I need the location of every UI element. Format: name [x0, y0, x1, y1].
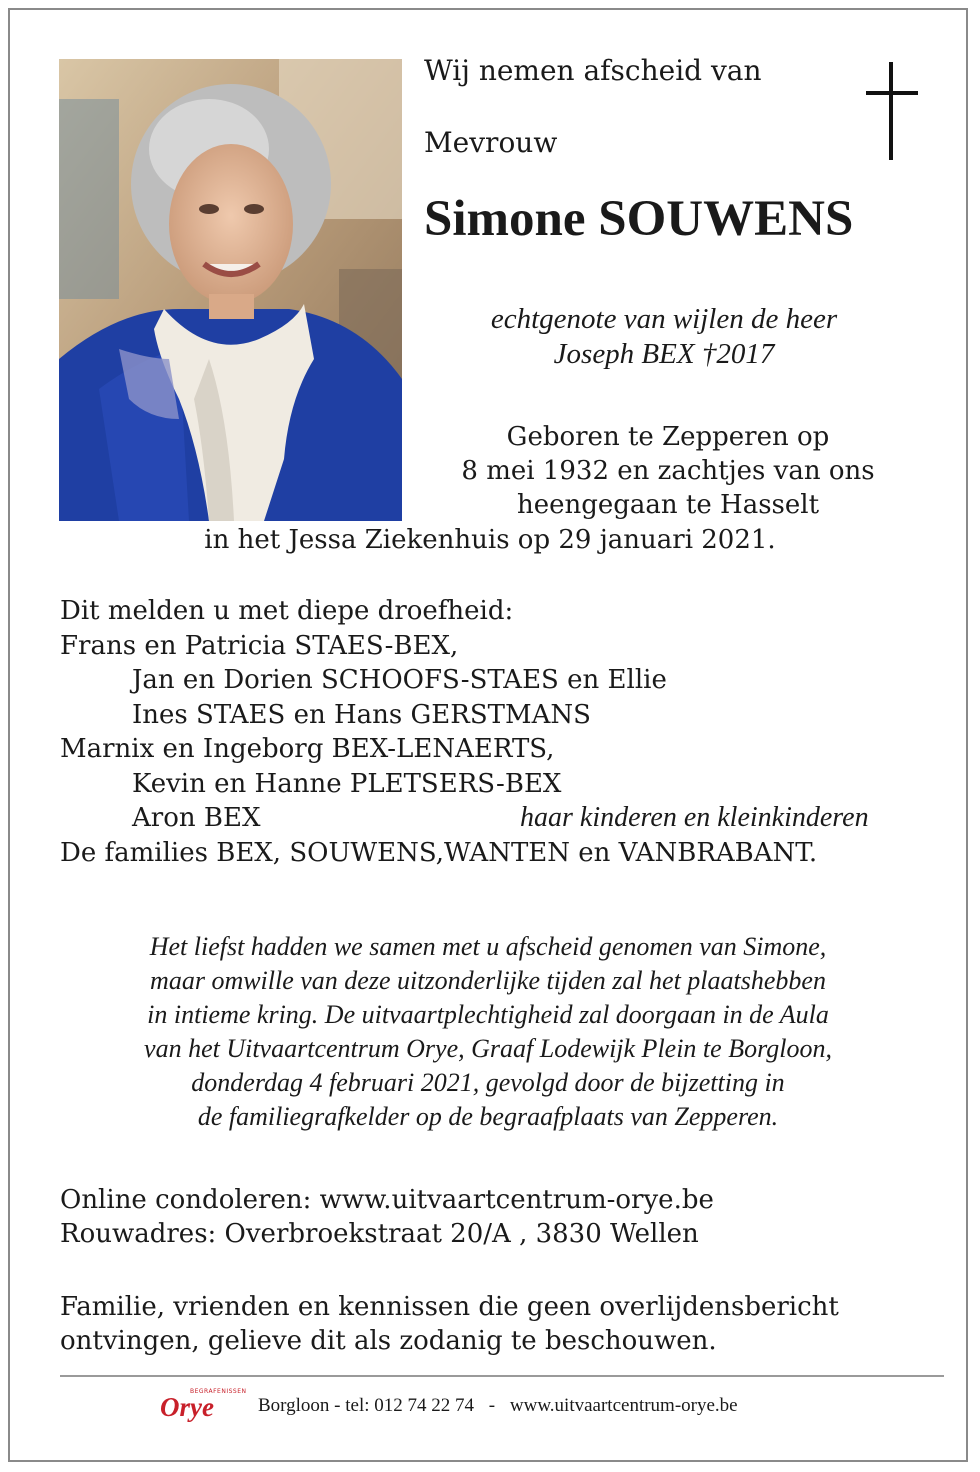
birth-info: [424, 420, 912, 522]
spouse-info: [424, 302, 904, 372]
contact-info: [60, 1183, 714, 1251]
cross-icon: [862, 62, 922, 160]
intro-text: Wij nemen afscheid van: [424, 54, 762, 87]
family-line: Frans en Patricia STAES-BEX,: [60, 630, 459, 661]
footer-separator: -: [488, 1395, 496, 1416]
relation-note: haar kinderen en kleinkinderen: [520, 802, 869, 833]
logo-tagline: BEGRAFENISSEN: [190, 1388, 247, 1395]
message-line: de familiegrafkelder op de begraafplaats van Zepperen.: [197, 1102, 779, 1131]
closing-line: Familie, vrienden en kennissen die geen overlijdensbericht: [60, 1292, 839, 1322]
family-line: Kevin en Hanne PLETSERS-BEX: [132, 768, 562, 799]
portrait-photo: [59, 59, 402, 521]
spouse-line: Joseph BEX †2017: [553, 338, 775, 370]
family-line: Jan en Dorien SCHOOFS-STAES en Ellie: [132, 665, 667, 695]
closing-line: ontvingen, gelieve dit als zodanig te beschouwen.: [60, 1326, 717, 1356]
footer-city-phone: Borgloon - tel: 012 74 22 74: [258, 1395, 475, 1416]
message-line: maar omwille van deze uitzonderlijke tijden zal het plaatshebben: [150, 966, 826, 995]
message-line: in intieme kring. De uitvaartplechtigheid zal doorgaan in de Aula: [147, 1000, 829, 1029]
spouse-line: echtgenote van wijlen de heer: [490, 303, 838, 335]
death-place-line: in het Jessa Ziekenhuis op 29 januari 2021.: [204, 525, 776, 555]
footer-website[interactable]: www.uitvaartcentrum-orye.be: [509, 1395, 738, 1416]
family-line: Ines STAES en Hans GERSTMANS: [132, 699, 591, 730]
message-line: donderdag 4 februari 2021, gevolgd door de bijzetting in: [191, 1068, 785, 1097]
family-line-last: [60, 801, 930, 836]
message-line: van het Uitvaartcentrum Orye, Graaf Lodewijk Plein te Borgloon,: [144, 1034, 832, 1063]
footer-divider: [60, 1375, 944, 1377]
closing-note: [60, 1290, 839, 1358]
mourning-address: Rouwadres: Overbroekstraat 20/A , 3830 Wellen: [60, 1219, 699, 1249]
family-list: [60, 594, 930, 870]
footer-contact: [258, 1395, 738, 1417]
extended-families: De families BEX, SOUWENS,WANTEN en VANBRABANT.: [60, 837, 818, 868]
funeral-message: [48, 930, 928, 1134]
birth-line: Geboren te Zepperen op: [506, 422, 830, 452]
family-intro: Dit melden u met diepe droefheid:: [60, 596, 514, 626]
deceased-name: Simone SOUWENS: [424, 191, 854, 247]
family-line: Aron BEX: [132, 803, 261, 833]
message-line: Het liefst hadden we samen met u afscheid genomen van Simone,: [149, 932, 827, 961]
birth-line: 8 mei 1932 en zachtjes van ons: [461, 456, 875, 486]
family-line: Marnix en Ingeborg BEX-LENAERTS,: [60, 734, 555, 764]
portrait-illustration: [59, 59, 402, 521]
online-condolences: Online condoleren: www.uitvaartcentrum-orye.be: [60, 1185, 714, 1215]
birth-line: heengegaan te Hasselt: [516, 490, 820, 520]
honorific: Mevrouw: [424, 126, 558, 159]
orye-logo: Orye: [160, 1392, 214, 1422]
